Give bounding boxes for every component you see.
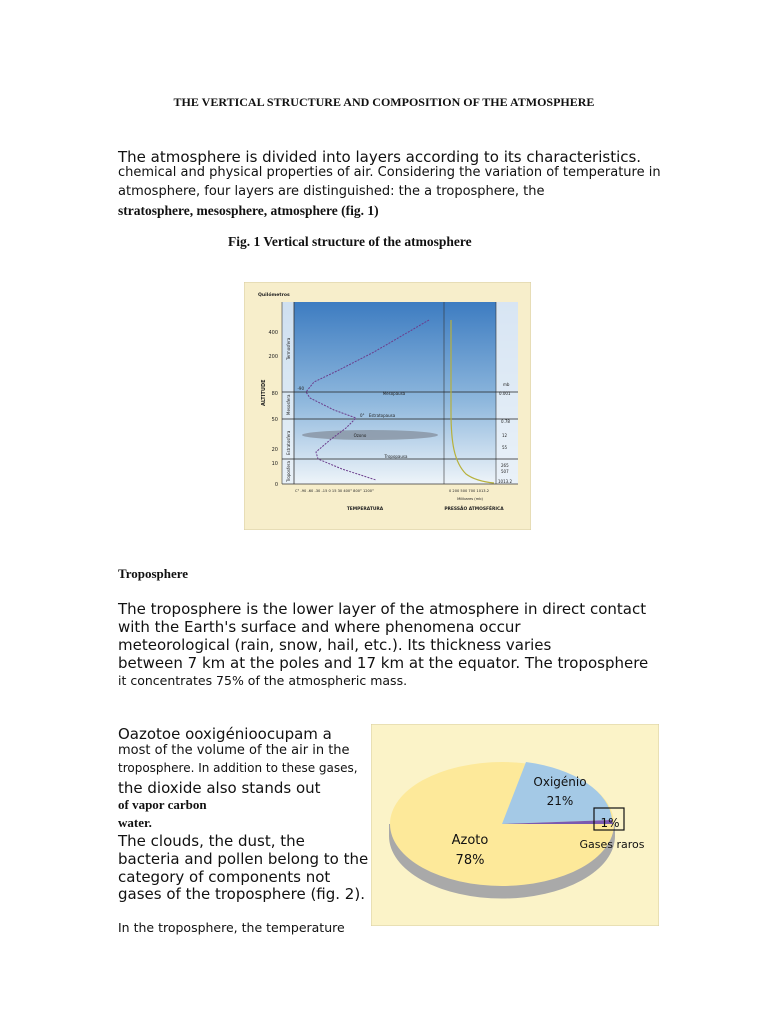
troposphere-heading: Troposphere <box>118 566 189 581</box>
tropo-line-2: with the Earth's surface and where phenomena occur <box>118 618 521 636</box>
pressure-value: 55 <box>502 445 508 450</box>
x-ticks-pressure: 0 200 500 700 1013.2 <box>449 489 490 493</box>
y-tick: 80 <box>271 391 278 397</box>
ozone-band <box>302 430 438 440</box>
tropo-line-4: between 7 km at the poles and 17 km at the equator. The troposphere <box>118 654 649 672</box>
air-composition-pie-figure <box>371 724 659 926</box>
intro-line-3: atmosphere, four layers are distinguished: the a troposphere, the <box>118 184 545 199</box>
comp-line-4: the dioxide also stands out <box>118 779 321 797</box>
mesopause-label: Mesopausa <box>382 391 406 396</box>
stratopause-label: Estratopausa <box>368 413 396 418</box>
comp-line-6: water. <box>118 815 152 830</box>
y-tick: 10 <box>271 461 278 467</box>
y-tick: 20 <box>271 447 278 453</box>
y-tick: 0 <box>274 482 278 488</box>
ozone-label: Ozono <box>353 433 367 438</box>
comp-line-5: of vapor carbon <box>118 797 207 812</box>
layer-stratosphere: Estratosfera <box>286 430 291 455</box>
x-title-pressure: PRESSÃO ATMOSFÉRICA <box>444 507 504 512</box>
intro-line-2: chemical and physical properties of air. Considering the variation of temperature in <box>118 165 661 180</box>
x-sub-pressure: Milibares (mb) <box>457 497 483 501</box>
intro-line-4: stratosphere, mesosphere, atmosphere (fig. 1) <box>118 203 379 218</box>
document-title: THE VERTICAL STRUCTURE AND COMPOSITION OF THE ATMOSPHERE <box>173 95 595 109</box>
tropo-line-3: meteorological (rain, snow, hail, etc.). Its thickness varies <box>118 636 552 654</box>
layer-mesosphere: Mesosfera <box>286 394 291 415</box>
altitude-label: ALTITUDE <box>261 379 267 406</box>
comp-line-3: troposphere. In addition to these gases, <box>118 761 358 775</box>
pressure-value: 1013.2 <box>498 479 512 484</box>
pressure-value: 265 <box>501 463 509 468</box>
comp-line-1: Oazotoe ooxigénioocupam a <box>118 725 332 743</box>
pressure-value: 0.001 <box>499 391 511 396</box>
label-azoto-value: 78% <box>455 853 485 868</box>
layer-thermosphere: Termosfera <box>286 337 291 360</box>
tropo-line-1: The troposphere is the lower layer of the atmosphere in direct contact <box>118 600 647 618</box>
last-line: In the troposphere, the temperature <box>118 920 345 935</box>
figure-1-caption: Fig. 1 Vertical structure of the atmosphere <box>228 234 472 249</box>
label-azoto-name: Azoto <box>451 833 489 848</box>
temp-zero-label: 0° <box>360 413 365 418</box>
label-oxigenio-value: 21% <box>546 794 574 808</box>
tropo-line-5: it concentrates 75% of the atmospheric mass. <box>118 673 408 688</box>
tropopause-label: Tropopausa <box>384 454 408 459</box>
comp-line-9: category of components not <box>118 868 331 886</box>
comp-line-10: gases of the troposphere (fig. 2). <box>118 885 365 903</box>
label-gases-raros-name: Gases raros <box>579 838 645 851</box>
comp-line-7: The clouds, the dust, the <box>118 832 305 850</box>
comp-line-8: bacteria and pollen belong to the <box>118 850 369 868</box>
y-tick: 200 <box>268 354 278 360</box>
pressure-unit: mb <box>503 382 510 387</box>
y-tick: 50 <box>271 417 278 423</box>
layer-troposphere: Troposfera <box>286 461 291 482</box>
x-title-temperature: TEMPERATURA <box>346 507 384 512</box>
pressure-value: 12 <box>502 433 508 438</box>
temp-min-label: -90 <box>297 386 304 391</box>
intro-line-1: The atmosphere is divided into layers according to its characteristics. <box>118 148 642 166</box>
comp-line-2: most of the volume of the air in the <box>118 743 350 758</box>
y-axis-title: Quilómetros <box>258 293 290 298</box>
label-gases-raros-value: 1% <box>600 816 620 830</box>
x-ticks-temperature: C° -90 -60 -30 -15 0 15 30 400° 800° 1200° <box>295 489 374 493</box>
y-tick: 400 <box>268 330 278 336</box>
layer-column <box>282 302 294 484</box>
pressure-value: 0.78 <box>501 419 510 424</box>
pressure-value: 507 <box>501 469 509 474</box>
label-oxigenio-name: Oxigénio <box>533 775 587 789</box>
atmosphere-structure-figure <box>244 282 531 530</box>
